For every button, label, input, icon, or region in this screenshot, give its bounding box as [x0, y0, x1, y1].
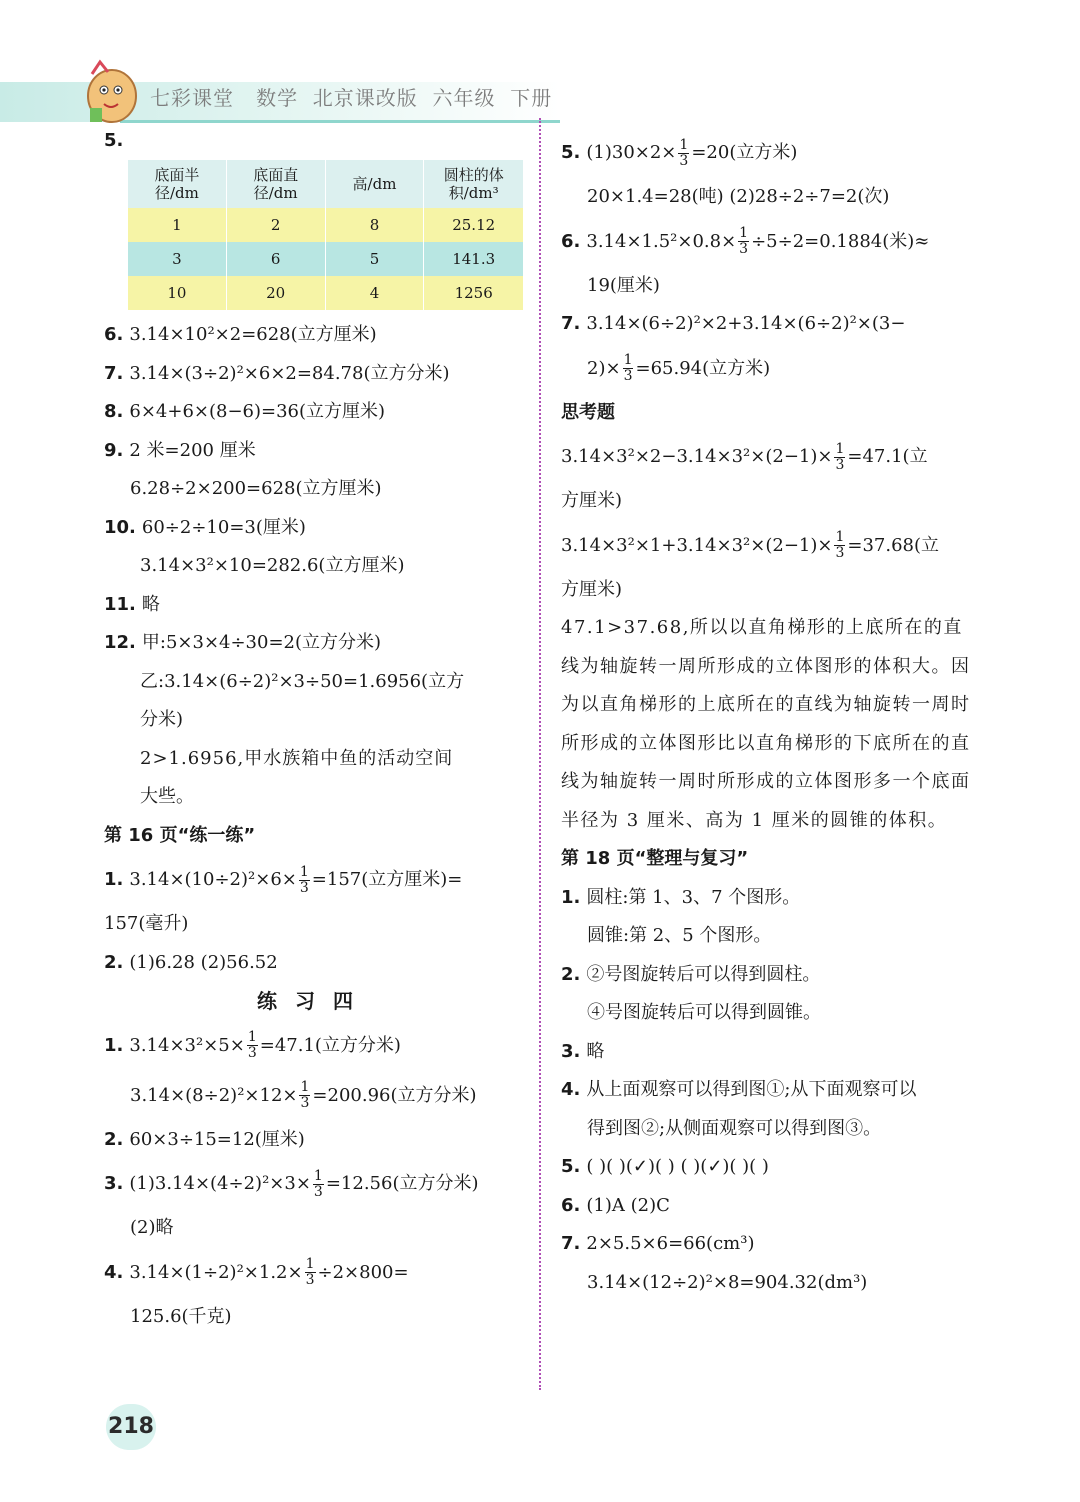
exercise4-4-line2: 125.6(千克) — [130, 1305, 232, 1327]
table-row — [128, 208, 524, 242]
answer-r5: 5. (1)30×2× $\frac{1}{3}$ =20(立方米) — [561, 136, 798, 169]
left-column — [104, 128, 524, 1336]
section-practice-four: 练习四 — [257, 989, 371, 1013]
exercise4-1: 1. 3.14×3²×5× $\frac{1}{3}$ =47.1(立方分米) — [104, 1029, 401, 1061]
q5-number: 5. — [104, 130, 124, 151]
answer-8: 8. 6×4+6×(8−6)=36(立方厘米) — [104, 401, 386, 422]
answer-r6: 6. 3.14×1.5²×0.8× $\frac{1}{3}$ ÷5÷2=0.1884(米)≈ — [561, 225, 930, 257]
answer-11: 11. 略 — [104, 593, 160, 615]
table-cell: 5 — [325, 242, 424, 276]
answer-10: 10. 60÷2÷10=3(厘米) — [104, 516, 306, 538]
section-page16: 第 16 页“练一练” — [104, 824, 256, 846]
table-cell: 1256 — [424, 276, 524, 310]
practice16-2: 2. (1)6.28 (2)56.52 — [104, 951, 278, 973]
table-cell: 1 — [128, 208, 226, 242]
cylinder-table — [128, 160, 524, 310]
fraction-one-third: $\frac{1}{3}$ — [247, 1029, 257, 1061]
thinking-explanation: 47.1>37.68,所以以直角梯形的上底所在的直线为轴旋转一周所形成的立体图形的体积大。因为以直角梯形的上底所在的直线为轴旋转一周时所形成的立体图形比以直角梯形的下底所在的直线为轴旋转一周时所形成的立体图形多一个底面半径为 3 厘米、高为 1 厘米的圆锥的体积。 — [561, 617, 971, 831]
exercise4-4: 4. 3.14×(1÷2)²×1.2× $\frac{1}{3}$ ÷2×800= — [104, 1256, 409, 1288]
answer-9-line2: 6.28÷2×200=628(立方厘米) — [130, 478, 382, 499]
review-4-line2: 得到图②;从侧面观察可以得到图③。 — [587, 1117, 882, 1139]
table-header-row — [128, 160, 524, 208]
exercise4-2: 2. 60×3÷15=12(厘米) — [104, 1128, 305, 1150]
column-divider — [539, 118, 541, 1390]
review-1: 1. 圆柱:第 1、3、7 个图形。 — [561, 886, 801, 908]
table-row — [128, 242, 524, 276]
page-number: 218 — [106, 1404, 156, 1450]
practice16-1: 1. 3.14×(10÷2)²×6× $\frac{1}{3}$ =157(立方厘米)= — [104, 863, 463, 896]
fraction-one-third: $\frac{1}{3}$ — [623, 352, 633, 384]
answer-12-line3: 分米) — [140, 709, 184, 730]
table-cell: 25.12 — [424, 208, 524, 242]
table-cell: 20 — [226, 276, 325, 310]
review-7: 7. 2×5.5×6=66(cm³) — [561, 1233, 755, 1254]
answer-6: 6. 3.14×10²×2=628(立方厘米) — [104, 324, 377, 345]
review-7-line2: 3.14×(12÷2)²×8=904.32(dm³) — [587, 1271, 868, 1293]
review-2-line2: ④号图旋转后可以得到圆锥。 — [587, 1002, 821, 1023]
answer-r5-line2: 20×1.4=28(吨) (2)28÷2÷7=2(次) — [587, 186, 890, 207]
answer-12: 12. 甲:5×3×4÷30=2(立方分米) — [104, 632, 382, 653]
table-cell: 6 — [226, 242, 325, 276]
answer-12-line2: 乙:3.14×(6÷2)²×3÷50=1.6956(立方 — [140, 670, 465, 692]
table-cell: 3 — [128, 242, 226, 276]
header-height: 高/dm — [325, 160, 424, 208]
exercise4-3-line2: (2)略 — [130, 1217, 174, 1238]
table-cell: 141.3 — [424, 242, 524, 276]
thinking-2-line2: 方厘米) — [561, 578, 623, 600]
review-2: 2. ②号图旋转后可以得到圆柱。 — [561, 963, 821, 985]
right-column — [561, 128, 981, 1302]
answer-r7-line2: 2)× $\frac{1}{3}$ =65.94(立方米) — [587, 352, 771, 384]
review-6: 6. (1)A (2)C — [561, 1194, 670, 1216]
table-cell: 2 — [226, 208, 325, 242]
fraction-one-third: $\frac{1}{3}$ — [835, 529, 845, 561]
fraction-one-third: $\frac{1}{3}$ — [300, 1079, 310, 1111]
thinking-1-line2: 方厘米) — [561, 490, 623, 511]
header-volume: 圆柱的体 积/dm³ — [424, 160, 524, 208]
fraction-one-third: $\frac{1}{3}$ — [313, 1167, 323, 1200]
fraction-one-third: $\frac{1}{3}$ — [739, 225, 749, 257]
section-page18: 第 18 页“整理与复习” — [561, 848, 749, 869]
answer-7: 7. 3.14×(3÷2)²×6×2=84.78(立方分米) — [104, 362, 450, 384]
fraction-one-third: $\frac{1}{3}$ — [305, 1256, 315, 1288]
thinking-1: 3.14×3²×2−3.14×3²×(2−1)× $\frac{1}{3}$ =47.1(立 — [561, 440, 928, 473]
table-cell: 4 — [325, 276, 424, 310]
fraction-one-third: $\frac{1}{3}$ — [679, 136, 689, 169]
answer-10-line2: 3.14×3²×10=282.6(立方厘米) — [140, 555, 405, 576]
header-radius: 底面半 径/dm — [128, 160, 226, 208]
mascot-icon — [78, 56, 146, 126]
answer-12-line5: 大些。 — [140, 786, 194, 807]
fraction-one-third: $\frac{1}{3}$ — [835, 440, 845, 473]
review-4: 4. 从上面观察可以得到图①;从下面观察可以 — [561, 1079, 917, 1100]
answer-9: 9. 2 米=200 厘米 — [104, 439, 256, 461]
table-row — [128, 276, 524, 310]
exercise4-3: 3. (1)3.14×(4÷2)²×3× $\frac{1}{3}$ =12.56(立方分米) — [104, 1167, 479, 1200]
table-cell: 10 — [128, 276, 226, 310]
review-3: 3. 略 — [561, 1040, 605, 1062]
section-thinking: 思考题 — [561, 401, 615, 423]
thinking-2: 3.14×3²×1+3.14×3²×(2−1)× $\frac{1}{3}$ =37.68(立 — [561, 529, 940, 561]
header-rule — [120, 120, 560, 123]
practice16-1-line2: 157(毫升) — [104, 913, 189, 934]
review-5: 5. ( )( )(✓)( ) ( )(✓)( )( ) — [561, 1156, 769, 1177]
table-cell: 8 — [325, 208, 424, 242]
answer-r7: 7. 3.14×(6÷2)²×2+3.14×(6÷2)²×(3− — [561, 313, 906, 334]
answer-r6-line2: 19(厘米) — [587, 274, 660, 296]
header-diameter: 底面直 径/dm — [226, 160, 325, 208]
header-title: 七彩课堂 数学 北京课改版 六年级 下册 — [150, 86, 553, 110]
exercise4-1-line2: 3.14×(8÷2)²×12× $\frac{1}{3}$ =200.96(立方分米) — [130, 1079, 477, 1111]
fraction-one-third: $\frac{1}{3}$ — [299, 863, 309, 896]
answer-12-line4: 2>1.6956,甲水族箱中鱼的活动空间 — [140, 747, 454, 769]
review-1-line2: 圆锥:第 2、5 个图形。 — [587, 925, 772, 946]
